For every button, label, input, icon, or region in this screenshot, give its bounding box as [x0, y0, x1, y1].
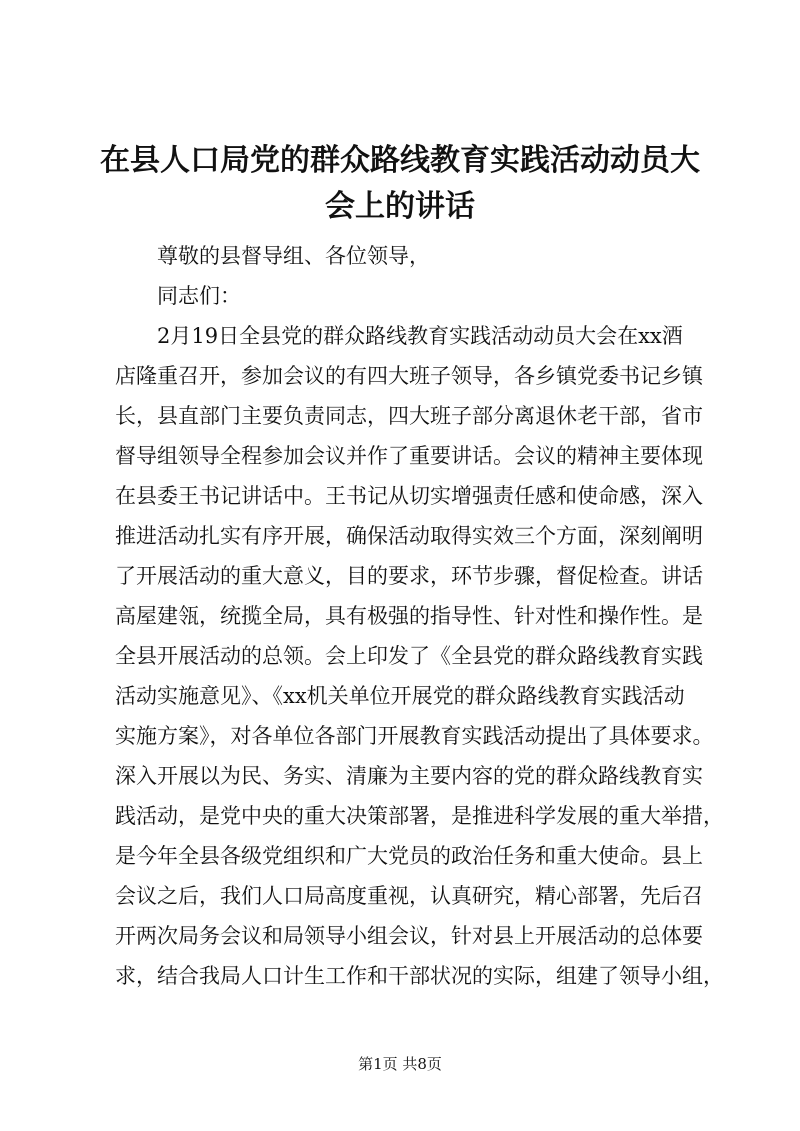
body-line: 活动实施意见》、《xx机关单位开展党的群众路线教育实践活动	[115, 684, 685, 708]
body-line: 在县委王书记讲话中。王书记从切实增强责任感和使命感，深入	[115, 484, 703, 508]
salutation-line: 尊敬的县督导组、各位领导，	[157, 244, 430, 268]
document-title	[90, 138, 710, 230]
body-line: 推进活动扎实有序开展，确保活动取得实效三个方面，深刻阐明	[115, 524, 703, 548]
body-line: 长，县直部门主要负责同志，四大班子部分离退休老干部，省市	[115, 404, 703, 428]
body-line: 求，结合我局人口计生工作和干部状况的实际，组建了领导小组，	[115, 964, 724, 988]
body-line: 是今年全县各级党组织和广大党员的政治任务和重大使命。县上	[115, 844, 703, 868]
body-line: 店隆重召开，参加会议的有四大班子领导，各乡镇党委书记乡镇	[115, 364, 703, 388]
body-line: 深入开展以为民、务实、清廉为主要内容的党的群众路线教育实	[115, 764, 703, 788]
body-line: 2月19日全县党的群众路线教育实践活动动员大会在xx酒	[157, 324, 683, 348]
body-line: 全县开展活动的总领。会上印发了《全县党的群众路线教育实践	[115, 644, 703, 668]
body-line: 会议之后，我们人口局高度重视，认真研究，精心部署，先后召	[115, 884, 703, 908]
body-line: 高屋建瓴，统揽全局，具有极强的指导性、针对性和操作性。是	[115, 604, 703, 628]
title-line-1: 在县人口局党的群众路线教育实践活动动员大	[100, 143, 700, 178]
page-number-footer: 第1页 共8页	[358, 1055, 442, 1073]
title-line-2: 会上的讲话	[325, 189, 475, 224]
body-line: 实施方案》，对各单位各部门开展教育实践活动提出了具体要求。	[115, 724, 714, 748]
body-line: 开两次局务会议和局领导小组会议，针对县上开展活动的总体要	[115, 924, 703, 948]
body-line: 督导组领导全程参加会议并作了重要讲话。会议的精神主要体现	[115, 444, 703, 468]
greeting-line: 同志们：	[157, 284, 241, 308]
document-body	[115, 236, 724, 996]
body-line: 了开展活动的重大意义，目的要求，环节步骤，督促检查。讲话	[115, 564, 703, 588]
body-line: 践活动，是党中央的重大决策部署，是推进科学发展的重大举措，	[115, 804, 724, 828]
